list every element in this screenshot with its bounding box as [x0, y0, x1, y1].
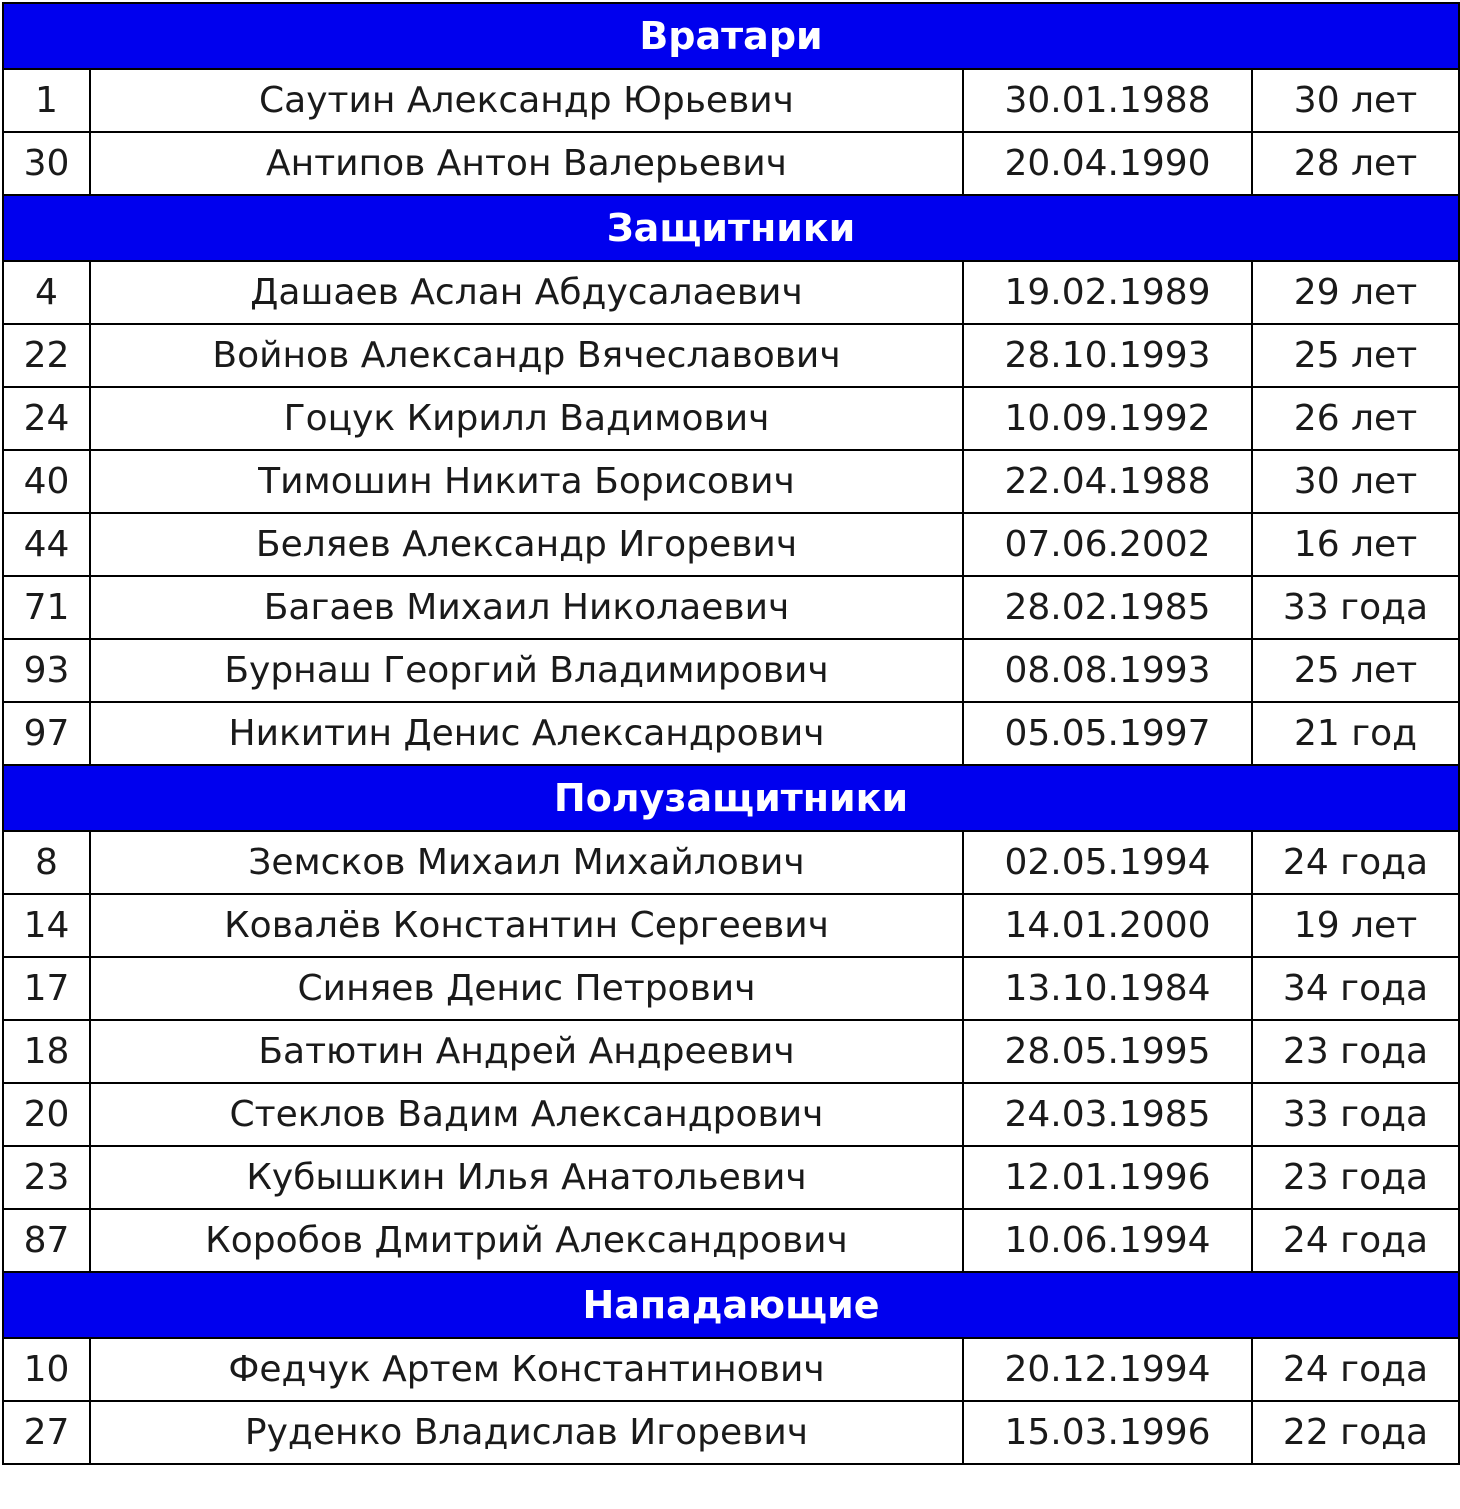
table-row [3, 1146, 1459, 1209]
player-number-cell: 27 [3, 1401, 90, 1464]
player-number-cell: 4 [3, 261, 90, 324]
section-title: Нападающие [3, 1272, 1459, 1338]
player-name-cell: Бурнаш Георгий Владимирович [90, 639, 963, 702]
player-number-cell: 20 [3, 1083, 90, 1146]
player-name-cell: Руденко Владислав Игоревич [90, 1401, 963, 1464]
player-number-cell: 1 [3, 69, 90, 132]
table-row [3, 702, 1459, 765]
table-row [3, 324, 1459, 387]
player-number-cell: 18 [3, 1020, 90, 1083]
roster-table [2, 2, 1460, 1465]
player-age-cell: 24 года [1252, 1338, 1459, 1401]
player-age-cell: 33 года [1252, 576, 1459, 639]
section-title: Вратари [3, 3, 1459, 69]
player-birthdate-cell: 28.05.1995 [963, 1020, 1252, 1083]
player-name-cell: Синяев Денис Петрович [90, 957, 963, 1020]
roster-body [3, 3, 1459, 1464]
player-age-cell: 29 лет [1252, 261, 1459, 324]
table-row [3, 1401, 1459, 1464]
player-age-cell: 34 года [1252, 957, 1459, 1020]
player-number-cell: 97 [3, 702, 90, 765]
player-name-cell: Коробов Дмитрий Александрович [90, 1209, 963, 1272]
player-birthdate-cell: 24.03.1985 [963, 1083, 1252, 1146]
player-age-cell: 25 лет [1252, 639, 1459, 702]
player-age-cell: 33 года [1252, 1083, 1459, 1146]
player-birthdate-cell: 13.10.1984 [963, 957, 1252, 1020]
player-age-cell: 28 лет [1252, 132, 1459, 195]
table-row [3, 831, 1459, 894]
player-birthdate-cell: 19.02.1989 [963, 261, 1252, 324]
player-age-cell: 23 года [1252, 1020, 1459, 1083]
player-number-cell: 8 [3, 831, 90, 894]
player-birthdate-cell: 22.04.1988 [963, 450, 1252, 513]
player-number-cell: 71 [3, 576, 90, 639]
player-name-cell: Дашаев Аслан Абдусалаевич [90, 261, 963, 324]
player-number-cell: 44 [3, 513, 90, 576]
player-name-cell: Антипов Антон Валерьевич [90, 132, 963, 195]
player-number-cell: 17 [3, 957, 90, 1020]
player-number-cell: 30 [3, 132, 90, 195]
player-name-cell: Федчук Артем Константинович [90, 1338, 963, 1401]
player-name-cell: Стеклов Вадим Александрович [90, 1083, 963, 1146]
table-row [3, 1338, 1459, 1401]
player-birthdate-cell: 28.10.1993 [963, 324, 1252, 387]
player-birthdate-cell: 12.01.1996 [963, 1146, 1252, 1209]
table-row [3, 261, 1459, 324]
table-row [3, 450, 1459, 513]
player-birthdate-cell: 10.06.1994 [963, 1209, 1252, 1272]
player-number-cell: 14 [3, 894, 90, 957]
player-name-cell: Земсков Михаил Михайлович [90, 831, 963, 894]
table-row [3, 387, 1459, 450]
section-header-row [3, 3, 1459, 69]
player-name-cell: Гоцук Кирилл Вадимович [90, 387, 963, 450]
player-name-cell: Кубышкин Илья Анатольевич [90, 1146, 963, 1209]
table-row [3, 1209, 1459, 1272]
table-row [3, 1020, 1459, 1083]
player-birthdate-cell: 14.01.2000 [963, 894, 1252, 957]
player-birthdate-cell: 20.04.1990 [963, 132, 1252, 195]
player-number-cell: 40 [3, 450, 90, 513]
player-birthdate-cell: 10.09.1992 [963, 387, 1252, 450]
player-name-cell: Батютин Андрей Андреевич [90, 1020, 963, 1083]
player-name-cell: Никитин Денис Александрович [90, 702, 963, 765]
player-age-cell: 24 года [1252, 831, 1459, 894]
table-row [3, 576, 1459, 639]
player-birthdate-cell: 02.05.1994 [963, 831, 1252, 894]
section-title: Полузащитники [3, 765, 1459, 831]
player-name-cell: Войнов Александр Вячеславович [90, 324, 963, 387]
player-birthdate-cell: 05.05.1997 [963, 702, 1252, 765]
player-age-cell: 30 лет [1252, 450, 1459, 513]
section-header-row [3, 1272, 1459, 1338]
table-row [3, 513, 1459, 576]
player-birthdate-cell: 15.03.1996 [963, 1401, 1252, 1464]
player-age-cell: 30 лет [1252, 69, 1459, 132]
player-name-cell: Ковалёв Константин Сергеевич [90, 894, 963, 957]
player-age-cell: 26 лет [1252, 387, 1459, 450]
player-age-cell: 19 лет [1252, 894, 1459, 957]
player-number-cell: 22 [3, 324, 90, 387]
player-birthdate-cell: 30.01.1988 [963, 69, 1252, 132]
player-number-cell: 10 [3, 1338, 90, 1401]
player-birthdate-cell: 20.12.1994 [963, 1338, 1252, 1401]
table-row [3, 132, 1459, 195]
player-age-cell: 16 лет [1252, 513, 1459, 576]
table-row [3, 639, 1459, 702]
player-name-cell: Тимошин Никита Борисович [90, 450, 963, 513]
player-age-cell: 21 год [1252, 702, 1459, 765]
player-number-cell: 93 [3, 639, 90, 702]
player-age-cell: 22 года [1252, 1401, 1459, 1464]
player-birthdate-cell: 08.08.1993 [963, 639, 1252, 702]
table-row [3, 1083, 1459, 1146]
player-birthdate-cell: 28.02.1985 [963, 576, 1252, 639]
player-number-cell: 87 [3, 1209, 90, 1272]
player-age-cell: 23 года [1252, 1146, 1459, 1209]
player-number-cell: 23 [3, 1146, 90, 1209]
table-row [3, 894, 1459, 957]
player-name-cell: Саутин Александр Юрьевич [90, 69, 963, 132]
player-number-cell: 24 [3, 387, 90, 450]
table-row [3, 69, 1459, 132]
section-title: Защитники [3, 195, 1459, 261]
section-header-row [3, 765, 1459, 831]
table-row [3, 957, 1459, 1020]
player-birthdate-cell: 07.06.2002 [963, 513, 1252, 576]
section-header-row [3, 195, 1459, 261]
player-name-cell: Багаев Михаил Николаевич [90, 576, 963, 639]
player-age-cell: 25 лет [1252, 324, 1459, 387]
player-age-cell: 24 года [1252, 1209, 1459, 1272]
player-name-cell: Беляев Александр Игоревич [90, 513, 963, 576]
